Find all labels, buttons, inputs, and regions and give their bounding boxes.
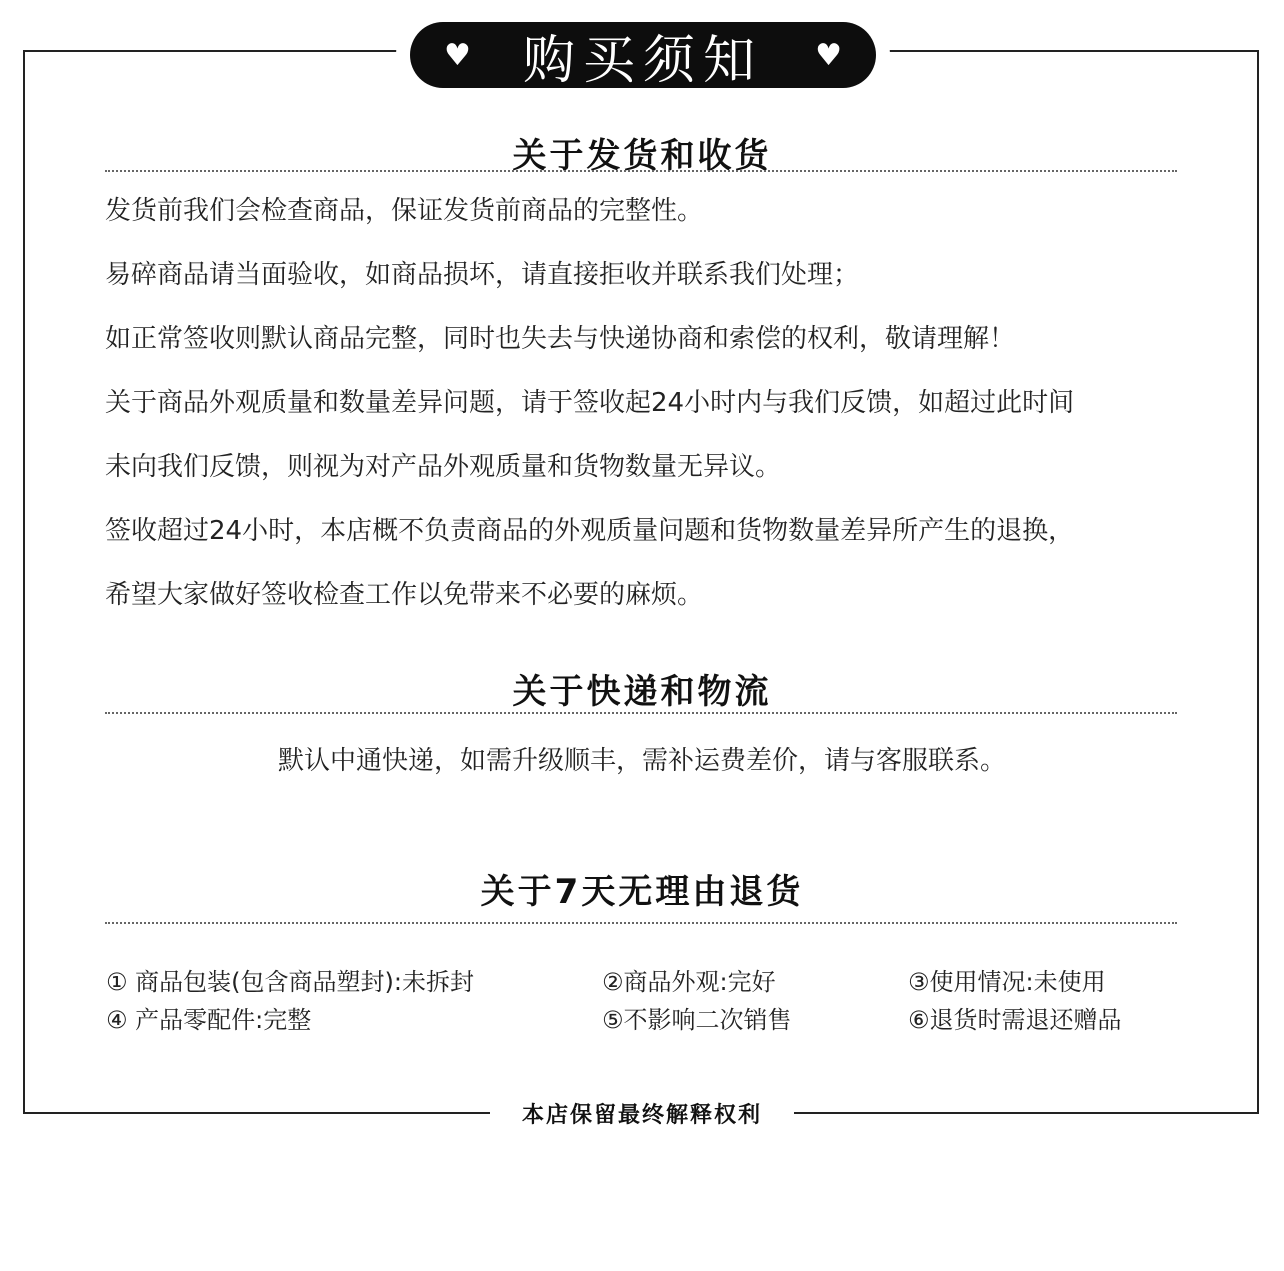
- return-condition: ④ 产品零配件:完整: [106, 1006, 312, 1034]
- heart-icon: ♥: [815, 37, 842, 73]
- page-title: 购买须知: [522, 30, 763, 91]
- section-heading-logistics: 关于快递和物流: [512, 672, 772, 712]
- shipping-line: 易碎商品请当面验收，如商品损坏，请直接拒收并联系我们处理；: [105, 260, 860, 290]
- return-condition: ① 商品包装(包含商品塑封):未拆封: [106, 968, 474, 996]
- shipping-line: 未向我们反馈，则视为对产品外观质量和货物数量无异议。: [105, 452, 782, 482]
- divider: [105, 712, 1177, 714]
- shipping-line: 签收超过24小时，本店概不负责商品的外观质量问题和货物数量差异所产生的退换，: [105, 516, 1075, 546]
- return-condition: ③使用情况:未使用: [908, 968, 1106, 996]
- return-condition: ⑤不影响二次销售: [602, 1006, 792, 1034]
- shipping-line: 如正常签收则默认商品完整，同时也失去与快递协商和索偿的权利，敬请理解！: [105, 324, 1016, 354]
- section-heading-shipping: 关于发货和收货: [512, 136, 772, 176]
- return-condition: ②商品外观:完好: [602, 968, 776, 996]
- heart-icon: ♥: [444, 37, 471, 73]
- section-heading-returns: 关于7天无理由退货: [480, 872, 804, 912]
- title-banner: [410, 22, 876, 91]
- shipping-line: 关于商品外观质量和数量差异问题，请于签收起24小时内与我们反馈，如超过此时间: [105, 388, 1075, 418]
- divider: [105, 170, 1177, 172]
- shipping-line: 发货前我们会检查商品，保证发货前商品的完整性。: [105, 196, 704, 226]
- shipping-line: 希望大家做好签收检查工作以免带来不必要的麻烦。: [105, 580, 704, 610]
- return-condition: ⑥退货时需退还赠品: [908, 1006, 1122, 1034]
- footer-note: 本店保留最终解释权利: [490, 1098, 794, 1134]
- divider: [105, 922, 1177, 924]
- logistics-text: 默认中通快递，如需升级顺丰，需补运费差价，请与客服联系。: [277, 746, 1006, 776]
